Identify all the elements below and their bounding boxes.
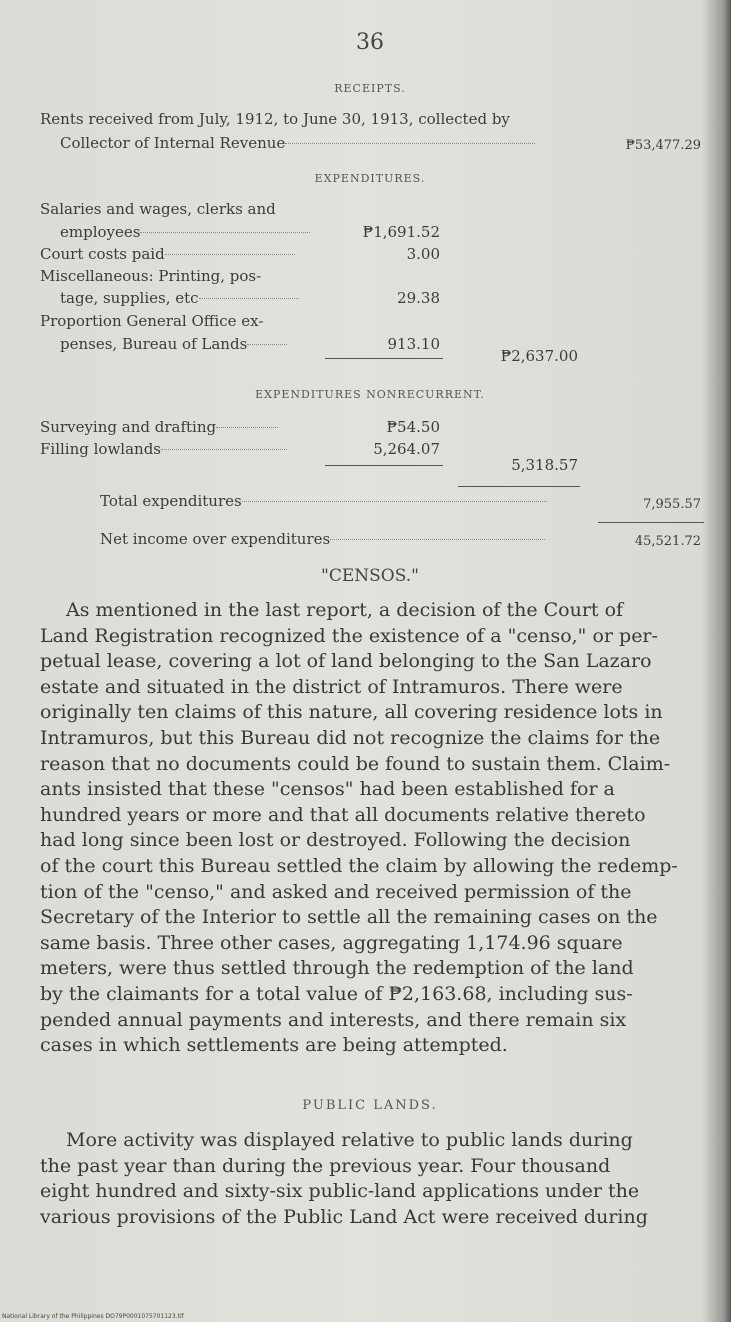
censos-line: hundred years or more and that all documents relative thereto — [40, 803, 646, 826]
nonrecurrent-item-2-label: Filling lowlands — [40, 440, 287, 458]
net-income-label: Net income over expenditures — [100, 530, 545, 548]
expenditure-item-2-line-1: Court costs paid — [40, 245, 295, 263]
nonrecurrent-item-2-amount: 5,264.07 — [373, 440, 440, 458]
expenditure-item-1-amount: ₱1,691.52 — [362, 223, 440, 241]
public-lands-line: the past year than during the previous year. Four thousand — [40, 1154, 611, 1177]
censos-line: petual lease, covering a lot of land belonging to the San Lazaro — [40, 650, 652, 673]
censos-line: Land Registration recognized the existence of a "censo," or per- — [40, 624, 658, 647]
receipts-amount: ₱53,477.29 — [625, 138, 701, 153]
expenditures-subtotal-rule — [325, 358, 443, 359]
censos-line: cases in which settlements are being attempted. — [40, 1034, 508, 1057]
censos-line: same basis. Three other cases, aggregating 1,174.96 square — [40, 931, 623, 954]
censos-line: tion of the "censo," and asked and received permission of the — [40, 880, 632, 903]
censos-line: ants insisted that these "censos" had been established for a — [40, 778, 615, 801]
expenditure-item-3-line-1: Miscellaneous: Printing, pos- — [40, 267, 262, 285]
expenditure-item-2-amount: 3.00 — [406, 245, 440, 263]
expenditure-item-4-line-2: penses, Bureau of Lands — [60, 335, 287, 353]
expenditure-item-3-amount: 29.38 — [397, 289, 440, 307]
public-lands-paragraph — [40, 1128, 698, 1230]
expenditure-item-1-line-2: employees — [60, 223, 310, 241]
expenditure-item-4-line-1: Proportion General Office ex- — [40, 312, 264, 330]
nonrecurrent-amount-rule — [325, 465, 443, 466]
net-income-amount: 45,521.72 — [634, 534, 701, 549]
receipts-line-2: Collector of Internal Revenue — [60, 134, 535, 152]
censos-line: Intramuros, but this Bureau did not recognize the claims for the — [40, 726, 661, 749]
expenditures-subtotal: ₱2,637.00 — [500, 347, 578, 365]
censos-line: had long since been lost or destroyed. Following the decision — [40, 829, 631, 852]
receipts-heading: RECEIPTS. — [334, 82, 406, 95]
censos-line: reason that no documents could be found to sustain them. Claim- — [40, 752, 671, 775]
public-lands-line: various provisions of the Public Land Act were received during — [40, 1205, 648, 1228]
expenditure-item-1-line-1: Salaries and wages, clerks and — [40, 200, 276, 218]
censos-line: As mentioned in the last report, a decision of the Court of — [66, 599, 624, 621]
censos-line: pended annual payments and interests, and there remain six — [40, 1008, 627, 1031]
censos-line: of the court this Bureau settled the claim by allowing the redemp- — [40, 854, 678, 877]
nonrecurrent-heading: EXPENDITURES NONRECURRENT. — [255, 388, 485, 401]
page-number: 36 — [356, 30, 384, 55]
total-rule — [598, 522, 704, 523]
receipts-line-1: Rents received from July, 1912, to June 30, 1913, collected by — [40, 110, 510, 128]
public-lands-line: eight hundred and sixty-six public-land applications under the — [40, 1180, 640, 1203]
censos-paragraph — [40, 598, 698, 1059]
expenditures-heading: EXPENDITURES. — [314, 172, 426, 185]
censos-line: Secretary of the Interior to settle all the remaining cases on the — [40, 906, 658, 929]
public-lands-heading: PUBLIC LANDS. — [302, 1098, 438, 1113]
total-expenditures-label: Total expenditures — [100, 492, 547, 510]
censos-line: originally ten claims of this nature, all covering residence lots in — [40, 701, 663, 724]
expenditure-item-3-line-2: tage, supplies, etc — [60, 289, 299, 307]
censos-heading: "CENSOS." — [321, 566, 419, 586]
censos-line: meters, were thus settled through the redemption of the land — [40, 957, 634, 980]
nonrecurrent-subtotal: 5,318.57 — [511, 456, 578, 474]
nonrecurrent-item-1-label: Surveying and drafting — [40, 418, 278, 436]
total-expenditures-amount: 7,955.57 — [643, 497, 701, 512]
nonrecurrent-subtotal-rule — [458, 486, 580, 487]
expenditure-item-4-amount: 913.10 — [387, 335, 440, 353]
public-lands-line: More activity was displayed relative to public lands during — [66, 1129, 633, 1151]
censos-line: by the claimants for a total value of ₱2,163.68, including sus- — [40, 982, 633, 1005]
censos-line: estate and situated in the district of Intramuros. There were — [40, 675, 623, 698]
scan-footer: National Library of the Philippines DO79P0001075701123.tif — [2, 1313, 184, 1320]
nonrecurrent-item-1-amount: ₱54.50 — [386, 418, 440, 436]
